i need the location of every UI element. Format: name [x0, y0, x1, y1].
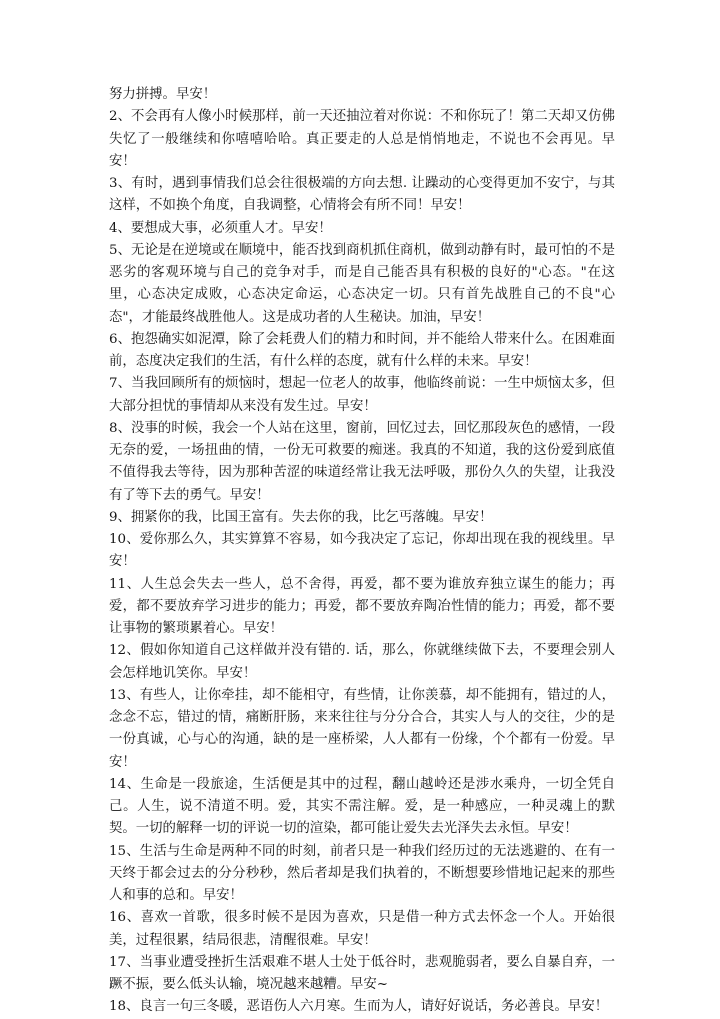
- paragraph-10: 10、爱你那么久，其实算算不容易，如今我决定了忘记，你却出现在我的视线里。早安！: [109, 532, 615, 570]
- paragraph-4: 4、要想成大事，必须重人才。早安！: [109, 220, 332, 236]
- paragraph-14: 14、生命是一段旅途，生活便是其中的过程，翻山越岭还是涉水乘舟，一切全凭自己。人生，说不清道不明。爱，其实不需注解。爱，是一种感应，一种灵魂上的默契。一切的解释一切的评说一切的渲染，都可能让爱失去光泽失去永恒。早安！: [109, 776, 615, 837]
- paragraph-1: 努力拼搏。早安！: [109, 87, 217, 102]
- paragraph-11: 11、人生总会失去一些人，总不舍得，再爱，都不要为谁放弃独立谋生的能力；再爱，都不要放弃学习进步的能力；再爱，都不要放弃陶冶性情的能力；再爱，都不要让事物的繁琐累着心。早安！: [109, 576, 615, 636]
- paragraph-12: 12、假如你知道自己这样做并没有错的. 话，那么，你就继续做下去，不要理会别人会怎样地讥笑你。早安！: [109, 643, 615, 681]
- document-body: [109, 84, 615, 1019]
- paragraph-7: 7、当我回顾所有的烦恼时，想起一位老人的故事，他临终前说：一生中烦恼太多，但大部分担忧的事情却从来没有发生过。早安！: [109, 376, 615, 414]
- paragraph-5: 5、无论是在逆境或在顺境中，能否找到商机抓住商机，做到动静有时，最可怕的不是恶劣的客观环境与自己的竞争对手，而是自己能否具有积极的良好的"心态。"在这里，心态决定成败，心态决定命运，心态决定一切。只有首先战胜自己的不良"心态"，才能最终战胜他人。这是成功者的人生秘诀。加油，早安！: [109, 242, 615, 325]
- paragraph-13: 13、有些人，让你牵挂，却不能相守，有些情，让你羡慕，却不能拥有，错过的人，念念不忘，错过的情，痛断肝肠，来来往往与分分合合，其实人与人的交往，少的是一份真诚，心与心的沟通，缺的是一座桥梁，人人都有一份缘，个个都有一份爱。早安！: [109, 687, 615, 770]
- paragraph-16: 16、喜欢一首歌，很多时候不是因为喜欢，只是借一种方式去怀念一个人。开始很美，过程很累，结局很悲，清醒很难。早安！: [109, 910, 615, 948]
- paragraph-2: 2、不会再有人像小时候那样，前一天还抽泣着对你说：不和你玩了！第二天却又仿佛失忆了一般继续和你嘻嘻哈哈。真正要走的人总是悄悄地走，不说也不会再见。早安！: [109, 109, 615, 169]
- paragraph-18: 18、良言一句三冬暖，恶语伤人六月寒。生而为人，请好好说话，务必善良。早安！: [109, 999, 609, 1015]
- paragraph-17: 17、当事业遭受挫折生活艰难不堪人士处于低谷时，悲观脆弱者，要么自暴自弃，一蹶不振，要么低头认输，境况越来越糟。早安~: [109, 954, 615, 992]
- paragraph-15: 15、生活与生命是两种不同的时刻，前者只是一种我们经历过的无法逃避的、在有一天终于都会过去的分分秒秒，然后者却是我们执着的，不断想要珍惜地记起来的那些人和事的总和。早安！: [109, 843, 615, 903]
- paragraph-3: 3、有时，遇到事情我们总会往很极端的方向去想. 让躁动的心变得更加不安宁，与其这样，不如换个角度，自我调整，心情将会有所不同！早安！: [109, 176, 615, 214]
- paragraph-9: 9、拥紧你的我，比国王富有。失去你的我，比乞丐落魄。早安！: [109, 509, 493, 525]
- paragraph-8: 8、没事的时候，我会一个人站在这里，窗前，回忆过去，回忆那段灰色的感情，一段无奈的爱，一场扭曲的情，一份无可救要的痴迷。我真的不知道，我的这份爱到底值不值得我去等待，因为那种苦涩的味道经常让我无法呼吸，那份久久的失望，让我没有了等下去的勇气。早安！: [109, 420, 615, 503]
- paragraph-6: 6、抱怨确实如泥潭，除了会耗费人们的精力和时间，并不能给人带来什么。在困难面前，态度决定我们的生活，有什么样的态度，就有什么样的未来。早安！: [109, 331, 615, 369]
